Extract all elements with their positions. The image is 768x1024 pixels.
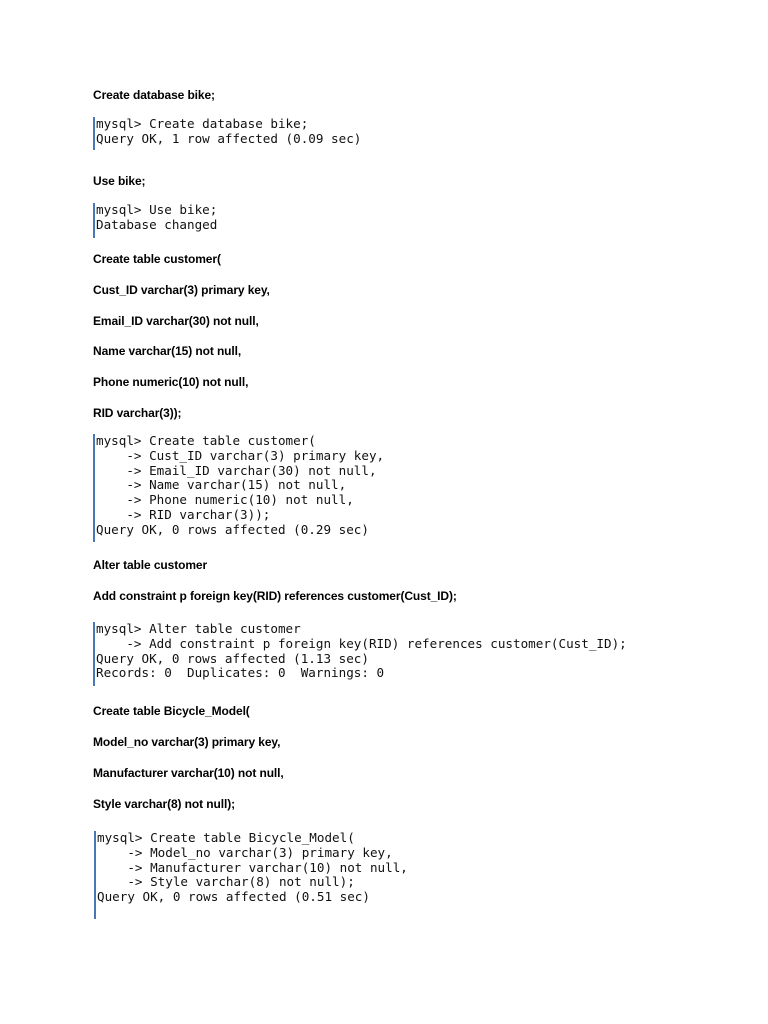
terminal-line: -> Manufacturer varchar(10) not null,: [97, 859, 408, 875]
terminal-line: -> Name varchar(15) not null,: [96, 477, 347, 493]
terminal-line: Query OK, 1 row affected (0.09 sec): [96, 130, 362, 146]
terminal-output: [93, 434, 384, 542]
terminal-line: -> Email_ID varchar(30) not null,: [96, 462, 377, 478]
terminal-output: [93, 117, 361, 150]
sql-statement: Cust_ID varchar(3) primary key,: [93, 283, 270, 297]
sql-statement: Name varchar(15) not null,: [93, 344, 242, 358]
sql-statement: Create database bike;: [93, 88, 215, 102]
sql-statement: Create table Bicycle_Model(: [93, 704, 250, 718]
terminal-line: Records: 0 Duplicates: 0 Warnings: 0: [96, 665, 385, 681]
terminal-line: -> Phone numeric(10) not null,: [96, 492, 354, 508]
terminal-line: Database changed: [96, 216, 218, 232]
sql-statement: Model_no varchar(3) primary key,: [93, 735, 281, 749]
terminal-line: -> Add constraint p foreign key(RID) references customer(Cust_ID);: [96, 635, 627, 651]
terminal-output: [94, 831, 408, 919]
terminal-line: Query OK, 0 rows affected (1.13 sec): [96, 650, 369, 666]
sql-statement: Use bike;: [93, 174, 146, 188]
terminal-line: mysql> Alter table customer: [96, 621, 301, 636]
terminal-line: mysql> Create table customer(: [96, 433, 316, 448]
terminal-line: -> RID varchar(3));: [96, 506, 271, 522]
terminal-line: -> Model_no varchar(3) primary key,: [97, 844, 393, 860]
sql-statement: RID varchar(3));: [93, 406, 182, 420]
terminal-line: mysql> Create database bike;: [96, 116, 309, 131]
terminal-line: Query OK, 0 rows affected (0.29 sec): [96, 521, 369, 537]
sql-statement: Manufacturer varchar(10) not null,: [93, 766, 284, 780]
terminal-line: -> Style varchar(8) not null);: [97, 874, 355, 890]
sql-statement: Add constraint p foreign key(RID) references customer(Cust_ID);: [93, 589, 457, 603]
sql-statement: Alter table customer: [93, 558, 208, 572]
terminal-output: [93, 203, 217, 238]
sql-statement: Phone numeric(10) not null,: [93, 375, 249, 389]
terminal-output: [93, 622, 627, 686]
sql-statement: Create table customer(: [93, 252, 221, 266]
terminal-line: mysql> Use bike;: [96, 202, 218, 217]
terminal-line: -> Cust_ID varchar(3) primary key,: [96, 447, 385, 463]
sql-statement: Style varchar(8) not null);: [93, 797, 235, 811]
sql-statement: Email_ID varchar(30) not null,: [93, 314, 259, 328]
terminal-line: Query OK, 0 rows affected (0.51 sec): [97, 889, 370, 905]
terminal-line: mysql> Create table Bicycle_Model(: [97, 830, 355, 845]
